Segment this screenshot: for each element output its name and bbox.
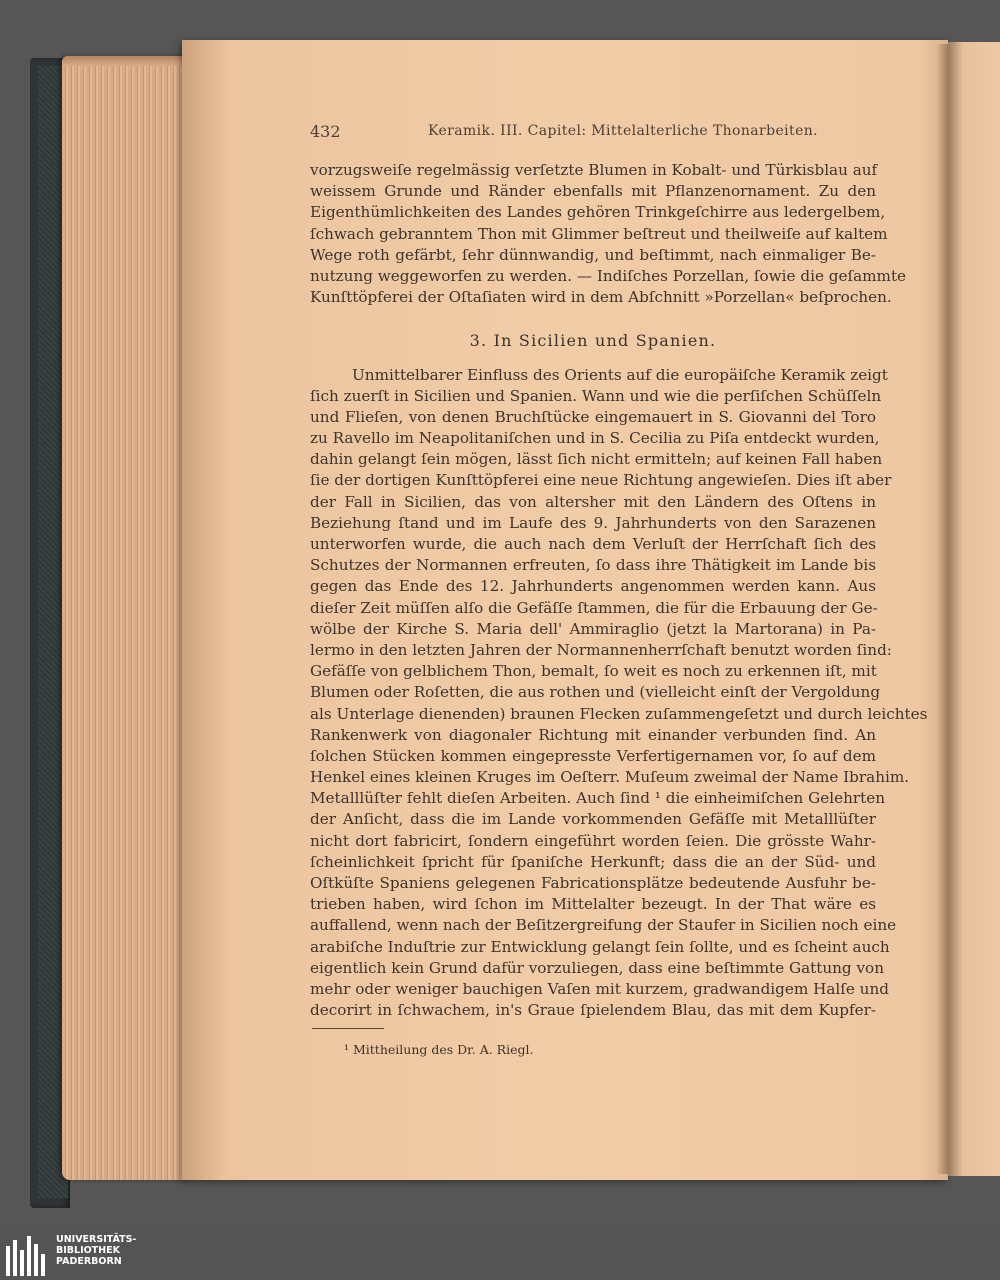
text-line: Eigenthümlichkeiten des Landes gehören Trinkgeſchirre aus ledergelbem, xyxy=(310,203,886,222)
text-line: dahin gelangt ſein mögen, lässt ſich nicht ermitteln; auf keinen Fall haben xyxy=(310,450,883,469)
footnote-rule xyxy=(312,1028,384,1029)
paragraph-1 xyxy=(310,160,907,308)
text-line: vorzugsweiſe regelmässig verſetzte Blumen in Kobalt- und Türkisblau auf xyxy=(310,161,878,179)
text-line: auffallend, wenn nach der Beſitzergreifung der Staufer in Sicilien noch eine xyxy=(310,916,897,935)
text-line: Beziehung ſtand und im Laufe des 9. Jahrhunderts von den Sarazenen xyxy=(310,513,876,532)
page-body xyxy=(310,160,928,1021)
page-number: 432 xyxy=(310,122,341,141)
text-line: ſie der dortigen Kunſttöpferei eine neue Richtung angewieſen. Dies iſt aber xyxy=(310,471,892,490)
text-line: Oſtküſte Spaniens gelegenen Fabricationsplätze bedeutende Ausfuhr be- xyxy=(310,874,876,892)
text-line: ſich zuerſt in Sicilien und Spanien. Wann und wie die perſiſchen Schüſſeln xyxy=(310,386,882,405)
library-logo-icon xyxy=(6,1234,50,1276)
text-line: zu Ravello im Neapolitaniſchen und in S. Cecilia zu Piſa entdeckt wurden, xyxy=(310,429,880,448)
text-line: arabiſche Induſtrie zur Entwicklung gelangt ſein ſollte, und es ſcheint auch xyxy=(310,937,890,956)
paragraph-2 xyxy=(310,365,928,1022)
text-line: und Flieſen, von denen Bruchſtücke eingemauert in S. Giovanni del Toro xyxy=(310,407,876,426)
text-line: trieben haben, wird ſchon im Mittelalter bezeugt. In der That wäre es xyxy=(310,895,876,914)
logo-line: UNIVERSITÄTS- xyxy=(56,1234,137,1245)
text-line: weissem Grunde und Ränder ebenfalls mit Pflanzenornament. Zu den xyxy=(310,182,876,201)
text-line: lermo in den letzten Jahren der Normannenherrſchaft benutzt worden ſind: xyxy=(310,640,892,659)
text-line: Blumen oder Roſetten, die aus rothen und (vielleicht einſt der Vergoldung xyxy=(310,683,881,702)
logo-line: BIBLIOTHEK xyxy=(56,1245,120,1256)
text-line: decorirt in ſchwachem, in's Graue ſpielendem Blau, das mit dem Kupfer- xyxy=(310,1001,876,1020)
logo-line: PADERBORN xyxy=(56,1256,122,1267)
text-line: Wege roth gefärbt, ſehr dünnwandig, und beſtimmt, nach einmaliger Be- xyxy=(310,245,876,264)
text-line: ſcheinlichkeit ſpricht für ſpaniſche Herkunft; dass die an der Süd- und xyxy=(310,852,876,871)
page-header xyxy=(310,122,880,144)
footnote: ¹ Mittheilung des Dr. A. Riegl. xyxy=(344,1042,534,1057)
text-line: Unmittelbarer Einfluss des Orients auf die europäiſche Keramik zeigt xyxy=(352,365,888,384)
library-footer-bar xyxy=(0,1230,1000,1280)
text-line: Metalllüſter fehlt dieſen Arbeiten. Auch ſind ¹ die einheimiſchen Gelehrten xyxy=(310,789,886,808)
text-line: als Unterlage dienenden) braunen Flecken zuſammengeſetzt und durch leichtes xyxy=(310,704,928,723)
text-line: Henkel eines kleinen Kruges im Oeſterr. Muſeum zweimal der Name Ibrahim. xyxy=(310,768,910,787)
text-line: ſolchen Stücken kommen eingepresste Verfertigernamen vor, ſo auf dem xyxy=(310,746,876,765)
text-line: Schutzes der Normannen erfreuten, ſo dass ihre Thätigkeit im Lande bis xyxy=(310,556,876,575)
page-edges-top xyxy=(62,56,192,66)
text-line: Kunſttöpferei der Oſtaſiaten wird in dem Abſchnitt »Porzellan« beſprochen. xyxy=(310,288,892,307)
facing-page-edge xyxy=(948,42,1000,1176)
text-line: unterworfen wurde, die auch nach dem Verluſt der Herrſchaft ſich des xyxy=(310,535,876,553)
text-line: nicht dort fabricirt, ſondern eingeführt worden ſeien. Die grösste Wahr- xyxy=(310,831,876,850)
text-line: eigentlich kein Grund dafür vorzuliegen, dass eine beſtimmte Gattung von xyxy=(310,958,884,977)
text-line: Gefäſſe von gelblichem Thon, bemalt, ſo weit es noch zu erkennen iſt, mit xyxy=(310,662,877,681)
text-line: wölbe der Kirche S. Maria dell' Ammiraglio (jetzt la Martorana) in Pa- xyxy=(310,619,876,638)
text-line: gegen das Ende des 12. Jahrhunderts angenommen werden kann. Aus xyxy=(310,577,876,596)
text-line: dieſer Zeit müſſen alſo die Gefäſſe ſtammen, die für die Erbauung der Ge- xyxy=(310,598,878,617)
text-line: nutzung weggeworfen zu werden. — Indiſches Porzellan, ſowie die geſammte xyxy=(310,266,907,285)
page-gutter-shadow xyxy=(936,44,948,1174)
section-heading: 3. In Sicilien und Spanien. xyxy=(469,331,717,351)
running-head: Keramik. III. Capitel: Mittelalterliche Thonarbeiten. xyxy=(428,123,819,139)
text-line: der Fall in Sicilien, das von altersher mit den Ländern des Oſtens in xyxy=(310,492,876,511)
page-edges xyxy=(62,56,192,1180)
text-line: der Anſicht, dass die im Lande vorkommenden Gefäſſe mit Metalllüſter xyxy=(310,810,876,829)
text-line: mehr oder weniger bauchigen Vaſen mit kurzem, gradwandigem Halſe und xyxy=(310,979,889,998)
library-logo-text xyxy=(56,1234,136,1267)
text-line: ſchwach gebranntem Thon mit Glimmer beſtreut und theilweiſe auf kaltem xyxy=(310,224,888,243)
text-line: Rankenwerk von diagonaler Richtung mit einander verbunden ſind. An xyxy=(310,725,876,744)
